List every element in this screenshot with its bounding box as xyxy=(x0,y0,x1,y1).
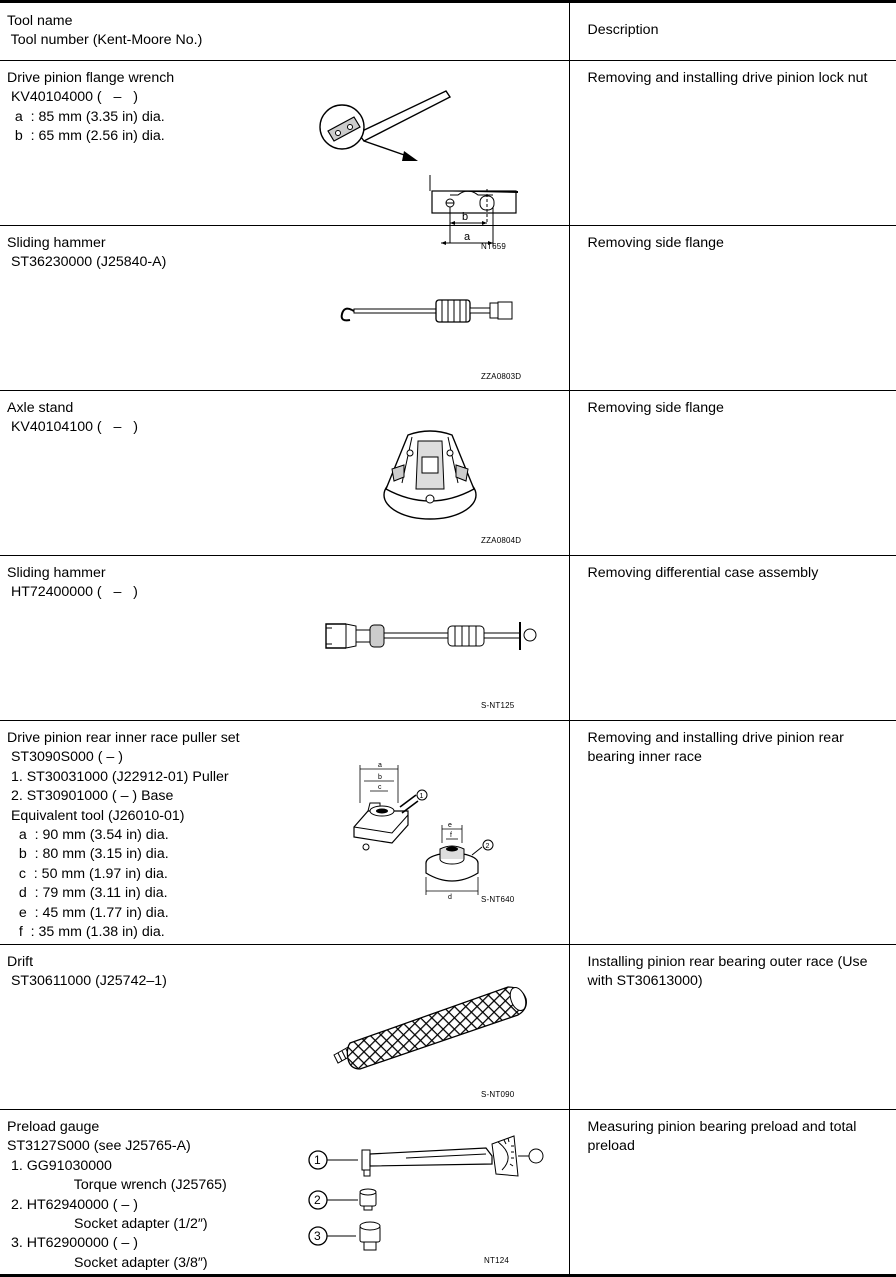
tool-line: Torque wrench (J25765) xyxy=(7,1177,227,1194)
figure-label: d xyxy=(448,894,452,901)
figure-label: a xyxy=(378,762,382,769)
preload-gauge-illustration xyxy=(306,1130,550,1260)
description-cell xyxy=(569,945,896,1110)
tool-line: d : 79 mm (3.11 in) dia. xyxy=(7,885,168,902)
tool-line: ST3090S000 ( – ) xyxy=(7,749,123,766)
tool-line: 2. ST30901000 ( – ) Base xyxy=(7,788,174,805)
table-row xyxy=(0,945,896,1110)
tool-text xyxy=(7,1118,227,1273)
table-row xyxy=(0,391,896,556)
figure-code: ZZA0803D xyxy=(481,372,522,381)
figure-code: NT124 xyxy=(484,1256,510,1265)
description-cell xyxy=(569,1110,896,1276)
description-cell xyxy=(569,721,896,945)
tool-cell xyxy=(0,226,569,391)
tool-cell xyxy=(0,1110,569,1276)
table-header-row xyxy=(0,2,896,61)
tool-line: ST3127S000 (see J25765-A) xyxy=(7,1138,191,1155)
tool-description: Removing side flange xyxy=(587,400,724,416)
tool-text xyxy=(7,564,138,603)
tool-text xyxy=(7,234,166,273)
tool-line: Preload gauge xyxy=(7,1119,100,1135)
tool-line: b : 65 mm (2.56 in) dia. xyxy=(7,128,165,145)
tool-line: ST36230000 (J25840-A) xyxy=(7,254,167,271)
header-tool-name: Tool name xyxy=(7,13,73,29)
tool-description: Removing differential case assembly xyxy=(587,565,819,581)
tool-line: Axle stand xyxy=(7,400,74,416)
tool-text xyxy=(7,729,240,942)
figure-code: S-NT090 xyxy=(481,1090,515,1099)
figure-label: 3 xyxy=(314,1229,321,1243)
description-cell xyxy=(569,61,896,226)
figure-label: f xyxy=(450,832,452,839)
tool-line: 2. HT62940000 ( – ) xyxy=(7,1196,138,1213)
figure-code: ZZA0804D xyxy=(481,536,522,545)
header-description: Description xyxy=(587,22,659,38)
tool-line: f : 35 mm (1.38 in) dia. xyxy=(7,924,165,941)
tool-text xyxy=(7,399,138,438)
figure-label: a xyxy=(464,231,471,243)
table-row xyxy=(0,556,896,721)
drift-illustration xyxy=(330,983,530,1075)
figure-label: b xyxy=(462,211,469,223)
figure-label: b xyxy=(378,774,382,781)
tool-line: a : 85 mm (3.35 in) dia. xyxy=(7,108,165,125)
tool-line: Drive pinion flange wrench xyxy=(7,70,175,86)
tool-line: Sliding hammer xyxy=(7,565,106,581)
tool-text xyxy=(7,69,174,147)
tool-line: Socket adapter (1/2″) xyxy=(7,1216,208,1233)
figure-code: S-NT640 xyxy=(481,895,515,904)
flange-wrench-illustration xyxy=(318,83,528,243)
puller-set-illustration xyxy=(352,759,532,899)
tool-cell xyxy=(0,556,569,721)
figure-label: 2 xyxy=(314,1193,321,1207)
tool-line: b : 80 mm (3.15 in) dia. xyxy=(7,846,169,863)
tool-description: Removing and installing drive pinion rear bearing inner race xyxy=(587,730,844,766)
tool-description: Removing and installing drive pinion lock nut xyxy=(587,70,868,86)
tool-line: Drift xyxy=(7,954,34,970)
figure-label: e xyxy=(448,822,452,829)
tool-cell xyxy=(0,721,569,945)
tool-line: KV40104100 ( – ) xyxy=(7,419,138,436)
description-cell xyxy=(569,226,896,391)
tool-cell xyxy=(0,391,569,556)
tool-line: 1. ST30031000 (J22912-01) Puller xyxy=(7,768,229,785)
table-row xyxy=(0,721,896,945)
figure-code: S-NT125 xyxy=(481,701,515,710)
header-tool-cell xyxy=(0,2,569,61)
table-row xyxy=(0,1110,896,1276)
tool-description: Removing side flange xyxy=(587,235,724,251)
table-row xyxy=(0,226,896,391)
figure-label: 2 xyxy=(485,843,490,850)
sliding-hammer-illustration xyxy=(336,292,522,336)
figure-label: 1 xyxy=(314,1153,321,1167)
header-tool-number: Tool number (Kent-Moore No.) xyxy=(7,32,203,49)
tool-line: ST30611000 (J25742–1) xyxy=(7,973,167,990)
description-cell xyxy=(569,556,896,721)
tool-line: Equivalent tool (J26010-01) xyxy=(7,807,185,824)
table-row xyxy=(0,61,896,226)
tool-line: HT72400000 ( – ) xyxy=(7,584,138,601)
tool-description: Measuring pinion bearing preload and total preload xyxy=(587,1119,857,1155)
tool-description: Installing pinion rear bearing outer race (Use with ST30613000) xyxy=(587,954,868,990)
tool-line: 1. GG91030000 xyxy=(7,1157,112,1174)
tool-line: Drive pinion rear inner race puller set xyxy=(7,730,240,746)
figure-code: NT659 xyxy=(481,242,507,251)
sliding-hammer-puller-illustration xyxy=(322,620,540,662)
header-description-cell xyxy=(569,2,896,61)
tool-text xyxy=(7,953,167,992)
tool-cell xyxy=(0,945,569,1110)
tool-line: e : 45 mm (1.77 in) dia. xyxy=(7,904,169,921)
tool-line: KV40104000 ( – ) xyxy=(7,89,138,106)
header-tool-text xyxy=(7,12,202,51)
tool-line: a : 90 mm (3.54 in) dia. xyxy=(7,827,169,844)
figure-label: c xyxy=(378,784,382,791)
tool-line: 3. HT62900000 ( – ) xyxy=(7,1235,138,1252)
axle-stand-illustration xyxy=(382,429,478,525)
figure-label: 1 xyxy=(419,793,424,800)
tool-line: c : 50 mm (1.97 in) dia. xyxy=(7,865,168,882)
tool-line: Sliding hammer xyxy=(7,235,106,251)
description-cell xyxy=(569,391,896,556)
tool-line: Socket adapter (3/8″) xyxy=(7,1254,208,1271)
